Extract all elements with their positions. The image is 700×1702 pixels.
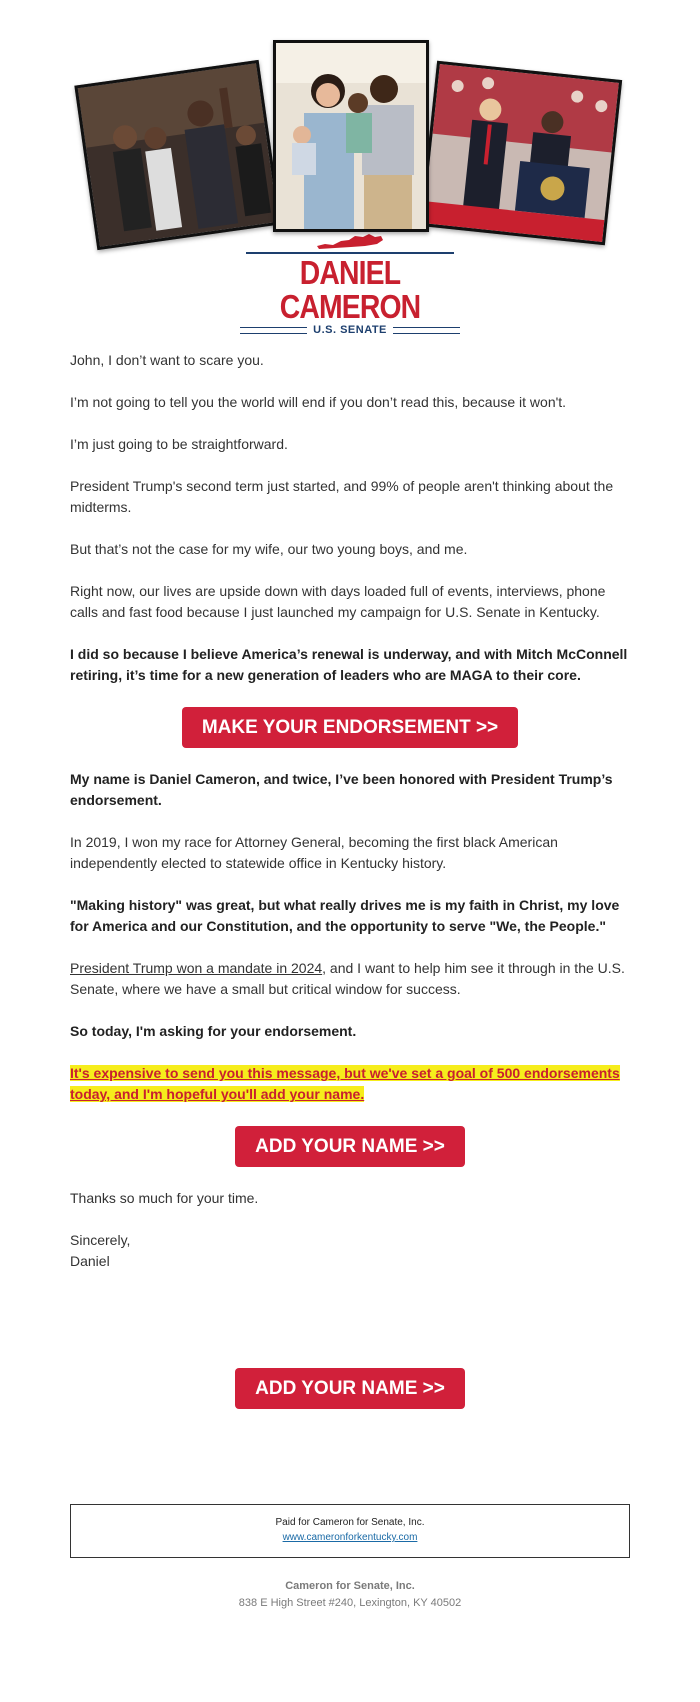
paragraph: But that’s not the case for my wife, our two young boys, and me. [70,541,468,557]
bold-paragraph: My name is Daniel Cameron, and twice, I’ve been honored with President Trump’s endorsement. [70,771,613,808]
bold-paragraph: I did so because I believe America’s renewal is underway, and with Mitch McConnell retiring, it’s time for a new generation of leaders who are MAGA to their core. [70,646,628,683]
logo-subtitle-row [240,324,460,336]
family-photo [273,40,429,232]
logo-rule-left [240,327,307,334]
cta-wrapper [70,1126,630,1167]
trump-rally-photo [420,61,622,246]
signoff: Sincerely, [70,1232,131,1248]
paragraph: I’m not going to tell you the world will end if you don’t read this, because it won't. [70,394,567,410]
cta-wrapper [70,707,630,748]
paragraph-with-link [70,958,630,1000]
footer-street: 838 E High Street #240, Lexington, KY 40502 [238,1597,462,1609]
campaign-logo [240,232,460,336]
bold-paragraph: "Making history" was great, but what really drives me is my faith in Christ, my love for America and our Constitution, and the opportunity to serve "We, the People." [70,897,620,934]
kentucky-state-icon [315,232,385,250]
highlighted-link[interactable]: It's expensive to send you this message, but we've set a goal of 500 endorsements today, and I'm hopeful you'll add your name. [70,1065,620,1102]
logo-rule-right [393,327,460,334]
header-collage [0,0,700,336]
paragraph: Thanks so much for your time. [70,1190,259,1206]
website-link[interactable]: www.cameronforkentucky.com [282,1532,418,1543]
add-your-name-button[interactable]: ADD YOUR NAME >> [235,1126,465,1167]
make-endorsement-button[interactable]: MAKE YOUR ENDORSEMENT >> [182,707,518,748]
bottom-cta-wrapper [0,1368,700,1409]
add-your-name-bottom-button[interactable]: ADD YOUR NAME >> [235,1368,465,1409]
signature: Daniel [70,1253,110,1269]
highlighted-paragraph [70,1063,630,1105]
paragraph: In 2019, I won my race for Attorney General, becoming the first black American independently elected to statewide office in Kentucky history. [70,834,558,871]
paid-for-text: Paid for Cameron for Senate, Inc. [275,1517,425,1528]
paragraph: Right now, our lives are upside down with days loaded full of events, interviews, phone calls and fast food because I just launched my campaign for U.S. Senate in Kentucky. [70,583,606,620]
swearing-in-photo [74,60,281,250]
paragraph-text: , and I want to help him see it through in the U.S. Senate, where we have a small but critical window for success. [70,960,625,997]
signoff-block [70,1230,630,1272]
mandate-link[interactable]: President Trump won a mandate in 2024 [70,960,323,976]
disclaimer-box [70,1504,630,1558]
logo-name: DANIEL CAMERON [279,254,421,325]
paragraph: President Trump's second term just started, and 99% of people aren't thinking about the midterms. [70,478,614,515]
footer-org: Cameron for Senate, Inc. [285,1580,415,1592]
greeting: John, I don’t want to scare you. [70,352,264,368]
logo-subtitle: U.S. SENATE [313,324,387,336]
footer-address [0,1578,700,1612]
bold-paragraph: So today, I'm asking for your endorsement. [70,1023,357,1039]
email-body [70,350,630,1272]
paragraph: I’m just going to be straightforward. [70,436,288,452]
